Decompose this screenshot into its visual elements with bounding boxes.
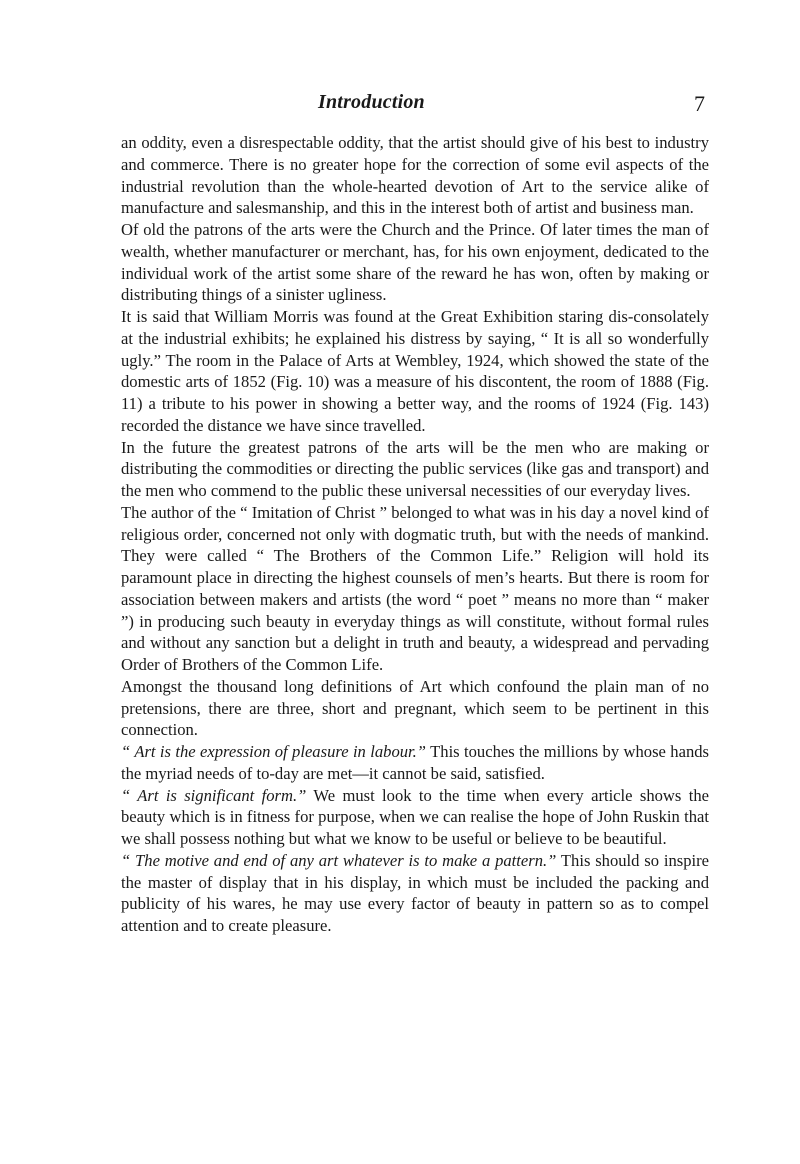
paragraph-7 bbox=[121, 741, 709, 785]
chapter-title: Introduction bbox=[318, 91, 425, 113]
paragraph-text: We must look to the time when every article shows the beauty which is in fitness for purpose, when we can realise the hope of John Ruskin that we shall possess nothing but what we know to be useful or believe to be beautiful. bbox=[121, 785, 709, 848]
paragraph-5 bbox=[121, 502, 709, 676]
paragraph-9 bbox=[121, 850, 709, 937]
paragraph-4 bbox=[121, 437, 709, 502]
paragraph-3 bbox=[121, 306, 709, 437]
paragraph-text: Amongst the thousand long definitions of Art which confound the plain man of no pretensions, there are three, short and pregnant, which seem to be pertinent in this connection. bbox=[121, 676, 709, 740]
paragraph-1 bbox=[121, 132, 709, 219]
paragraph-text: This touches the millions by whose hands the myriad needs of to-day are met—it cannot be said, satisfied. bbox=[121, 742, 710, 783]
paragraph-text: It is said that William Morris was found at the Great Exhibition staring dis-consolately at the industrial exhibits; he explained his distress by saying, “ It is all so wonderfully ugly.” The room in the Palace of Arts at Wembley, 1924, which showed the state of the domestic arts of 1852 (Fig. 10) was a measure of his discontent, the room of 1888 (Fig. 11) a tribute to his power in showing a better way, and the rooms of 1924 (Fig. 143) recorded the distance we have since travelled. bbox=[121, 307, 709, 435]
definition-quote: “ Art is significant form.” bbox=[121, 785, 307, 805]
paragraph-text: The author of the “ Imitation of Christ ” belonged to what was in his day a novel kind of religious order, concerned not only with dogmatic truth, but with the needs of mankind. They were called “ The Brothers of the Common Life.” Religion will hold its paramount place in directing the highest counsels of men’s hearts. But there is room for association between makers and artists (the word “ poet ” means no more than “ maker ”) in producing such beauty in everyday things as will constitute, without formal rules and without any sanction but a delight in truth and beauty, a widespread and pervading Order of Brothers of the Common Life. bbox=[121, 502, 709, 674]
paragraph-6 bbox=[121, 676, 709, 741]
paragraph-text: This should so inspire the master of display that in his display, in which must be included the packing and publicity of his wares, he may use every factor of beauty in pattern so as to compel attention and to create pleasure. bbox=[121, 850, 710, 935]
paragraph-text: an oddity, even a disrespectable oddity, that the artist should give of his best to industry and commerce. There is no greater hope for the correction of some evil aspects of the industrial revolution than the whole-hearted devotion of Art to the service alike of manufacture and salesmanship, and this in the interest both of artist and business man. bbox=[121, 133, 709, 218]
definition-quote: “ Art is the expression of pleasure in labour.” bbox=[121, 742, 427, 761]
definition-quote: “ The motive and end of any art whatever is to make a pattern.” bbox=[121, 850, 557, 870]
page-number: 7 bbox=[694, 91, 705, 116]
running-head bbox=[0, 91, 800, 121]
paragraph-8 bbox=[121, 785, 709, 850]
paragraph-text: In the future the greatest patrons of the arts will be the men who are making or distributing the commodities or directing the public services (like gas and transport) and the men who commend to the public these universal necessities of our everyday lives. bbox=[121, 437, 709, 500]
paragraph-text: Of old the patrons of the arts were the Church and the Prince. Of later times the man of wealth, whether manufacturer or merchant, has, for his own enjoyment, dedicated to the individual work of the artist some share of the reward he has won, often by making or distributing things of a sinister ugliness. bbox=[121, 220, 709, 305]
paragraph-2 bbox=[121, 219, 709, 306]
body-text bbox=[121, 132, 709, 937]
